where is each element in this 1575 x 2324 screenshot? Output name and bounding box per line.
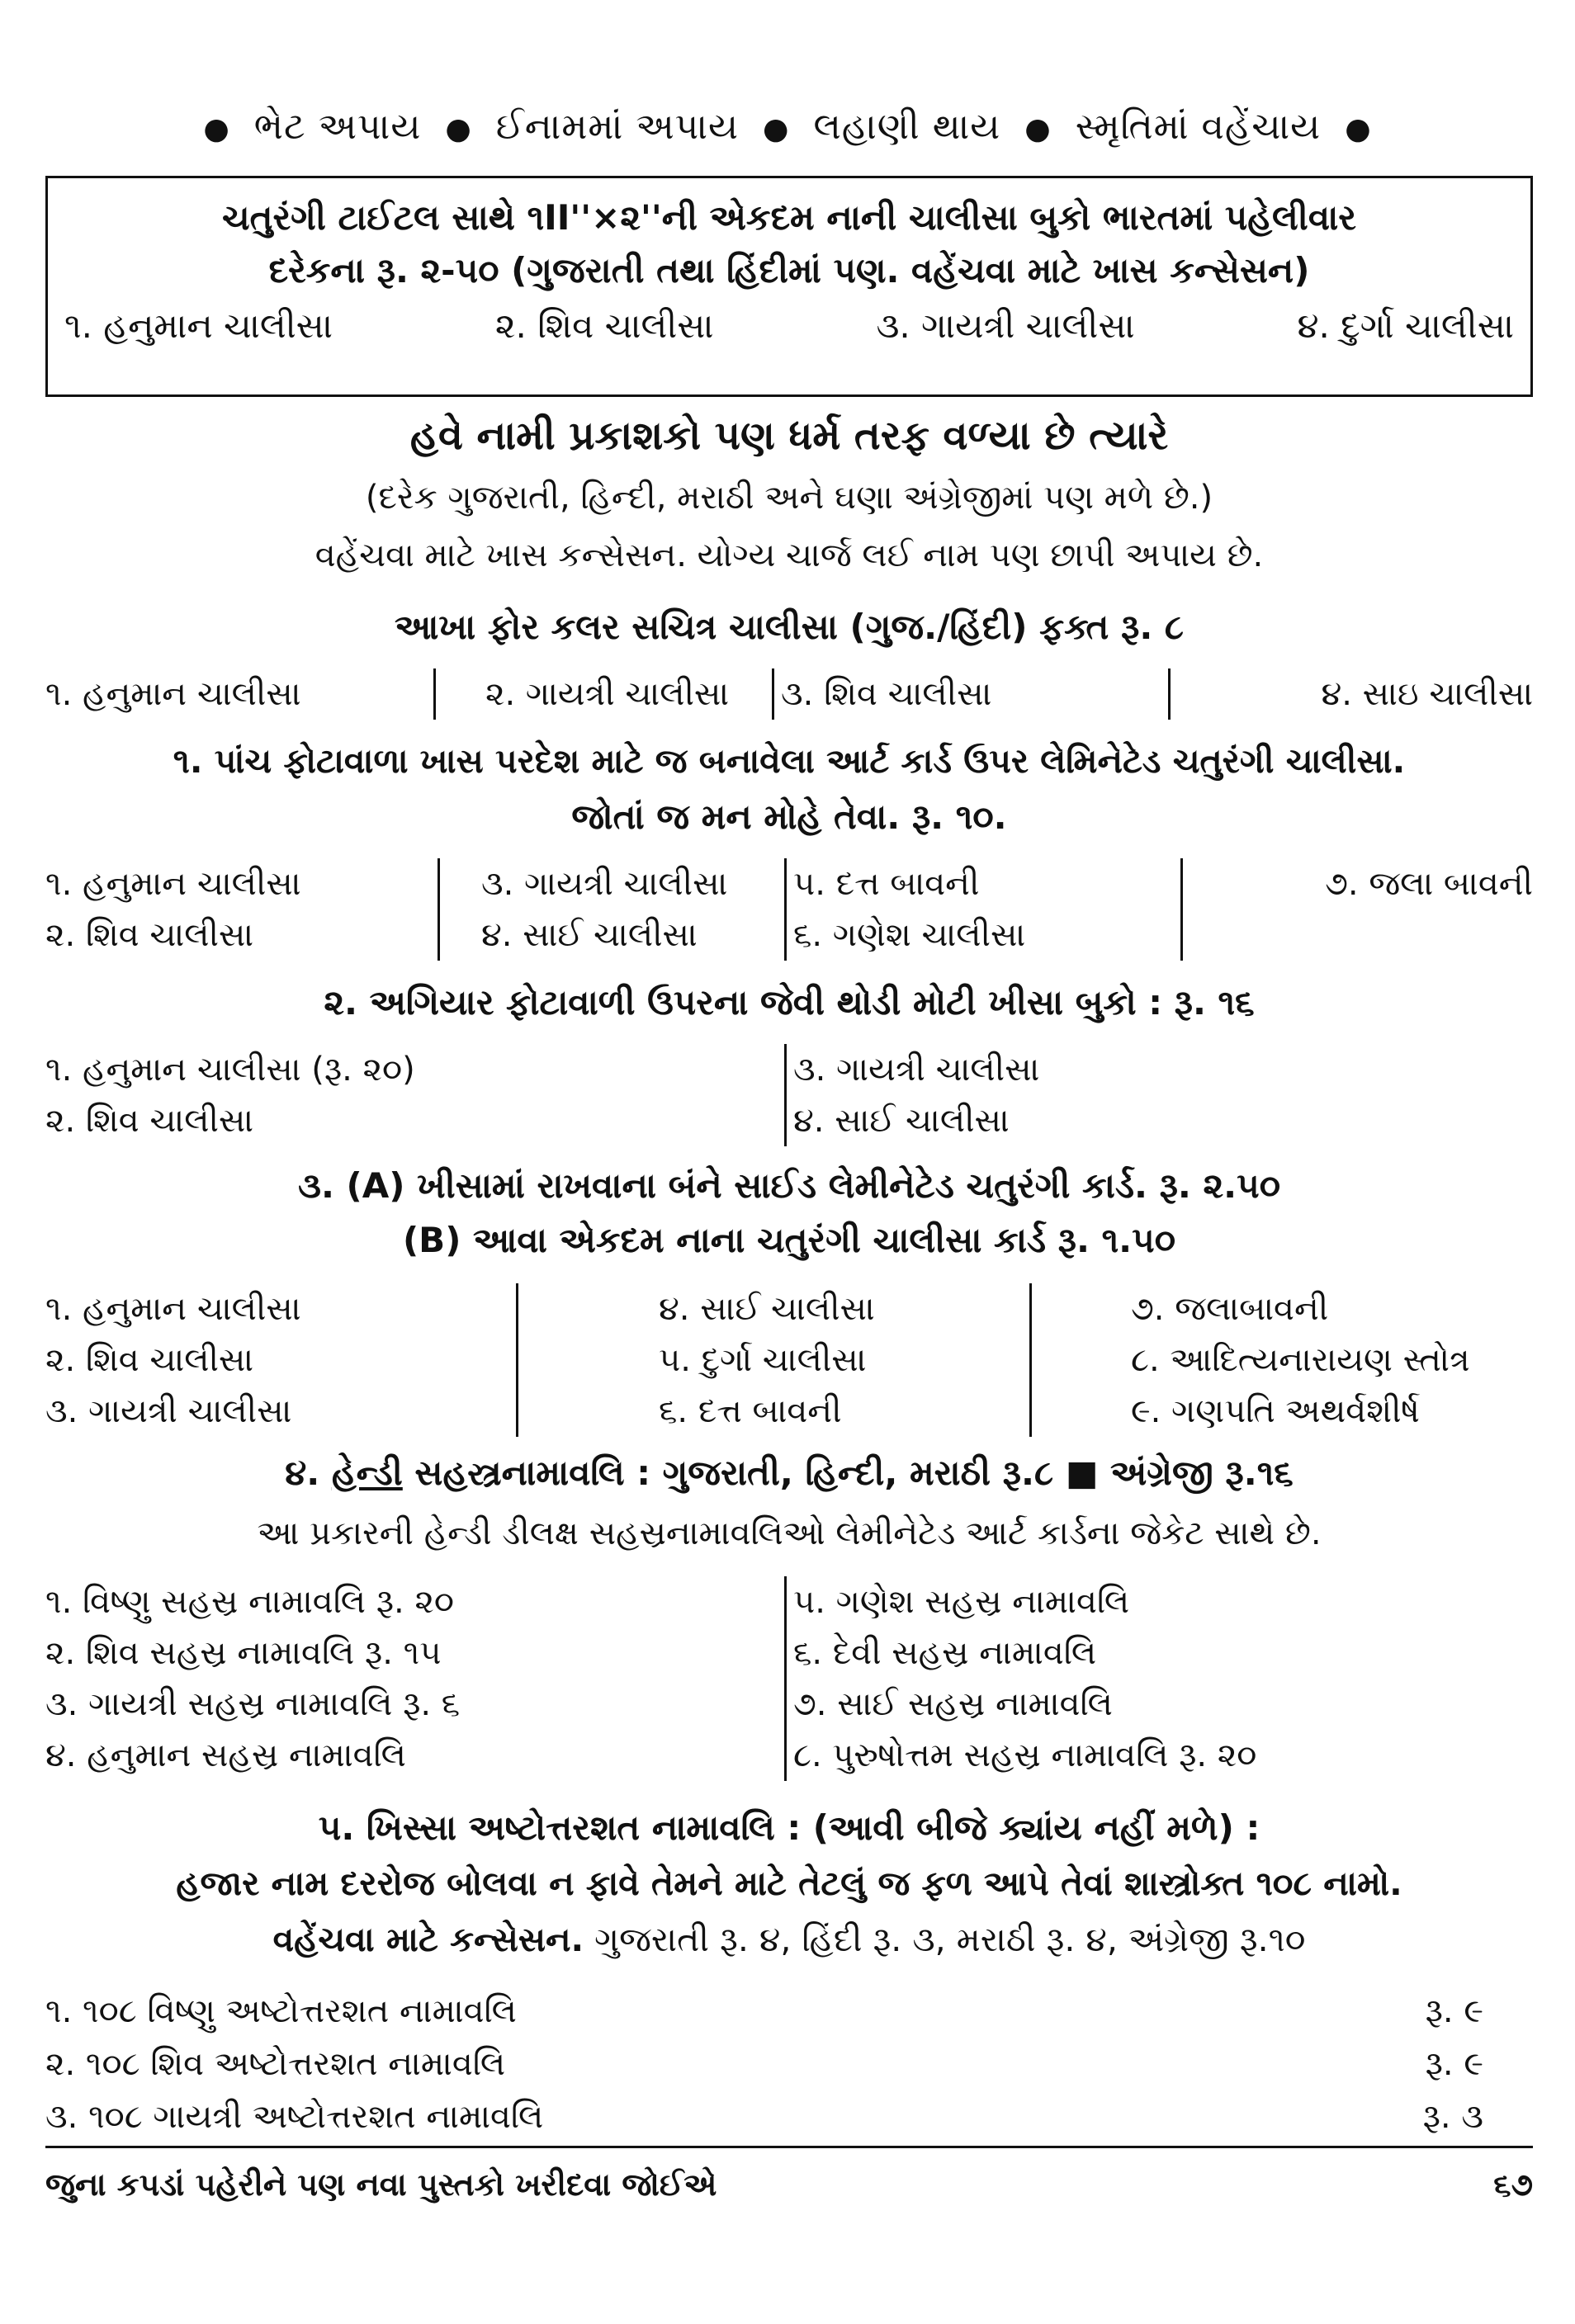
list-column <box>1180 858 1533 961</box>
section-4-note: આ પ્રકારની હેન્ડી ડીલક્ષ સહસ્રનામાવલિઓ લેમીનેટેડ આર્ટ કાર્ડના જેકેટ સાથે છે. <box>257 1514 1322 1552</box>
announcement-line-2: દરેકના રૂ. ૨-૫૦ (ગુજરાતી તથા હિંદીમાં પણ. વહેંચવા માટે ખાસ કન્સેસન) <box>268 250 1310 290</box>
list-item: ૭. જલાબાવની <box>1131 1290 1329 1328</box>
list-item: ૬. દેવી સહસ્ર નામાવલિ <box>793 1634 1097 1672</box>
section-3-heading-b: (B) આવા એકદમ નાના ચતુરંગી ચાલીસા કાર્ડ રૂ. ૧.૫૦ <box>402 1220 1176 1260</box>
list-column <box>45 1044 784 1146</box>
list-item: ૫. દત્ત બાવની <box>793 865 980 903</box>
list-item: ૧. વિષ્ણુ સહસ્ર નામાવલિ રૂ. ૨૦ <box>45 1583 454 1621</box>
list-item: ૭. જલા બાવની <box>1325 865 1533 903</box>
list-item: ૧. હનુમાન ચાલીસા (રૂ. ૨૦) <box>45 1051 415 1089</box>
tagline-item: ભેટ અપાય <box>253 106 422 148</box>
list-item: ૪. સાઈ ચાલીસા <box>481 916 698 954</box>
list-column <box>1029 1283 1533 1437</box>
list-item: ૨. શિવ ચાલીસા <box>45 916 254 954</box>
list-column <box>784 1576 1533 1781</box>
item-name: ૨. ૧૦૮ શિવ અષ્ટોત્તરશત નામાવલિ <box>45 2045 506 2083</box>
tagline-item: સ્મૃતિમાં વહેંચાય <box>1075 106 1322 148</box>
item-name: ૧. ૧૦૮ વિષ્ણુ અષ્ટોત્તરશત નામાવલિ <box>45 1992 517 2030</box>
item-price: રૂ. ૯ <box>1425 2045 1483 2083</box>
section-2-heading: ૨. અગિયાર ફોટાવાળી ઉપરના જેવી થોડી મોટી ખીસા બુકો : રૂ. ૧૬ <box>324 982 1255 1023</box>
list-column <box>784 858 1180 961</box>
list-item: ૨. શિવ ચાલીસા <box>45 1341 254 1379</box>
announcement-items <box>64 299 1514 353</box>
list-item: ૩. ગાયત્રી ચાલીસા <box>793 1051 1040 1089</box>
bullet: ● <box>763 112 790 146</box>
section-4-heading-prefix: ૪. <box>285 1452 332 1493</box>
bullet: ● <box>1345 112 1372 146</box>
list-item: ૪. સાઈ ચાલીસા <box>659 1290 875 1328</box>
footer-text: જુના કપડાં પહેરીને પણ નવા પુસ્તકો ખરીદવા જોઈએ <box>45 2166 717 2203</box>
list-item: ૩. ગાયત્રી ચાલીસા <box>481 865 728 903</box>
page-number: ૬૭ <box>1493 2166 1533 2203</box>
section-3-heading-a: ૩. (A) ખીસામાં રાખવાના બંને સાઈડ લેમીનેટેડ ચતુરંગી કાર્ડ. રૂ. ૨.૫૦ <box>298 1165 1280 1206</box>
list-item: ૩. ગાયત્રી ચાલીસા <box>876 305 1135 346</box>
section-1-list <box>45 858 1533 961</box>
list-item: ૧. હનુમાન ચાલીસા <box>64 305 333 346</box>
list-item <box>45 1985 1533 2038</box>
section-4-heading <box>45 1452 1533 1494</box>
list-item: ૧. હનુમાન ચાલીસા <box>45 675 301 713</box>
announcement-box <box>45 176 1533 397</box>
list-item: ૪. દુર્ગા ચાલીસા <box>1297 305 1514 346</box>
bullet: ● <box>203 112 230 146</box>
section-5-line-2-rest: ગુજરાતી રૂ. ૪, હિંદી રૂ. ૩, મરાઠી રૂ. ૪, અંગ્રેજી રૂ.૧૦ <box>584 1920 1306 1959</box>
list-item: ૩. ગાયત્રી ચાલીસા <box>45 1392 292 1430</box>
list-item: ૪. હનુમાન સહસ્ર નામાવલિ <box>45 1736 406 1774</box>
list-item: ૩. શિવ ચાલીસા <box>772 668 1168 720</box>
list-item: ૮. પુરુષોત્તમ સહસ્ર નામાવલિ રૂ. ૨૦ <box>793 1736 1257 1774</box>
section-4-heading-rest: સહસ્ત્રનામાવલિ : ગુજરાતી, હિન્દી, મરાઠી રૂ.૮ ■ અંગ્રેજી રૂ.૧૬ <box>402 1452 1294 1493</box>
footer-divider <box>45 2146 1533 2148</box>
list-item: ૬. દત્ત બાવની <box>659 1392 842 1430</box>
list-column <box>45 1576 784 1781</box>
list-item: ૯. ગણપતિ અથર્વશીર્ષ <box>1131 1392 1420 1430</box>
section-5-list <box>45 1985 1533 2143</box>
list-item: ૨. શિવ સહસ્ર નામાવલિ રૂ. ૧૫ <box>45 1634 442 1672</box>
list-column <box>45 1283 516 1437</box>
section-2-list <box>45 1044 1533 1146</box>
section-4-list <box>45 1576 1533 1781</box>
list-item: ૨. ગાયત્રી ચાલીસા <box>433 668 772 720</box>
bullet: ● <box>445 112 472 146</box>
item-price: રૂ. ૯ <box>1425 1992 1483 2030</box>
section-5-line-2 <box>45 1920 1533 1960</box>
section-5-line-1: હજાર નામ દરરોજ બોલવા ન ફાવે તેમને માટે તેટલું જ ફળ આપે તેવાં શાસ્ત્રોક્ત ૧૦૮ નામો. <box>176 1863 1402 1903</box>
section-4-heading-underlined: હેન્ડી <box>331 1452 403 1493</box>
bullet: ● <box>1024 112 1052 146</box>
section-0-list <box>45 668 1533 720</box>
item-price: રૂ. ૩ <box>1422 2098 1483 2136</box>
item-name: ૩. ૧૦૮ ગાયત્રી અષ્ટોત્તરશત નામાવલિ <box>45 2098 544 2136</box>
section-0-heading: આખા ફોર કલર સચિત્ર ચાલીસા (ગુજ./હિંદી) ફક્ત રૂ. ૮ <box>394 607 1185 647</box>
section-1-heading-1: ૧. પાંચ ફોટાવાળા ખાસ પરદેશ માટે જ બનાવેલા આર્ટ કાર્ડ ઉપર લેમિનેટેડ ચતુરંગી ચાલીસા. <box>173 741 1406 781</box>
tagline-item: ઈનામમાં અપાય <box>495 106 740 148</box>
list-item: ૨. શિવ ચાલીસા <box>45 1102 254 1140</box>
intro-line-2: વહેંચવા માટે ખાસ કન્સેસન. યોગ્ય ચાર્જ લઈ નામ પણ છાપી અપાય છે. <box>315 536 1264 574</box>
section-3-list <box>45 1283 1533 1437</box>
list-item <box>45 2090 1533 2143</box>
announcement-line-1: ચતુરંગી ટાઈટલ સાથે ૧II''×૨''ની એકદમ નાની ચાલીસા બુકો ભારતમાં પહેલીવાર <box>222 197 1356 238</box>
list-item: ૧. હનુમાન ચાલીસા <box>45 1290 301 1328</box>
section-1-heading-2: જોતાં જ મન મોહે તેવા. રૂ. ૧૦. <box>571 796 1007 837</box>
list-item: ૫. ગણેશ સહસ્ર નામાવલિ <box>793 1583 1130 1621</box>
list-item: ૨. શિવ ચાલીસા <box>494 305 714 346</box>
list-column <box>45 858 438 961</box>
list-item: ૪. સાઈ ચાલીસા <box>793 1102 1010 1140</box>
list-item: ૪. સાઇ ચાલીસા <box>1168 668 1533 720</box>
section-5-heading: ૫. ખિસ્સા અષ્ટોત્તરશત નામાવલિ : (આવી બીજે ક્યાંય નહીં મળે) : <box>318 1807 1260 1848</box>
list-item: ૮. આદિત્યનારાયણ સ્તોત્ર <box>1131 1341 1470 1379</box>
footer <box>45 2166 1533 2204</box>
section-5-line-2-bold: વહેંચવા માટે કન્સેસન. <box>272 1920 584 1959</box>
tagline <box>0 106 1575 148</box>
list-item: ૧. હનુમાન ચાલીસા <box>45 865 301 903</box>
tagline-item: લહાણી થાય <box>813 106 1001 148</box>
list-column <box>784 1044 1533 1146</box>
list-item: ૫. દુર્ગા ચાલીસા <box>659 1341 867 1379</box>
intro-heading: હવે નામી પ્રકાશકો પણ ધર્મ તરફ વળ્યા છે ત્યારે <box>409 413 1169 459</box>
intro-line-1: (દરેક ગુજરાતી, હિન્દી, મરાઠી અને ઘણા અંગ્રેજીમાં પણ મળે છે.) <box>365 479 1213 517</box>
list-item <box>45 2038 1533 2090</box>
list-item: ૭. સાઈ સહસ્ર નામાવલિ <box>793 1685 1113 1723</box>
list-column <box>516 1283 1029 1437</box>
list-item: ૩. ગાયત્રી સહસ્ર નામાવલિ રૂ. ૬ <box>45 1685 461 1723</box>
list-column <box>438 858 784 961</box>
list-item: ૬. ગણેશ ચાલીસા <box>793 916 1026 954</box>
